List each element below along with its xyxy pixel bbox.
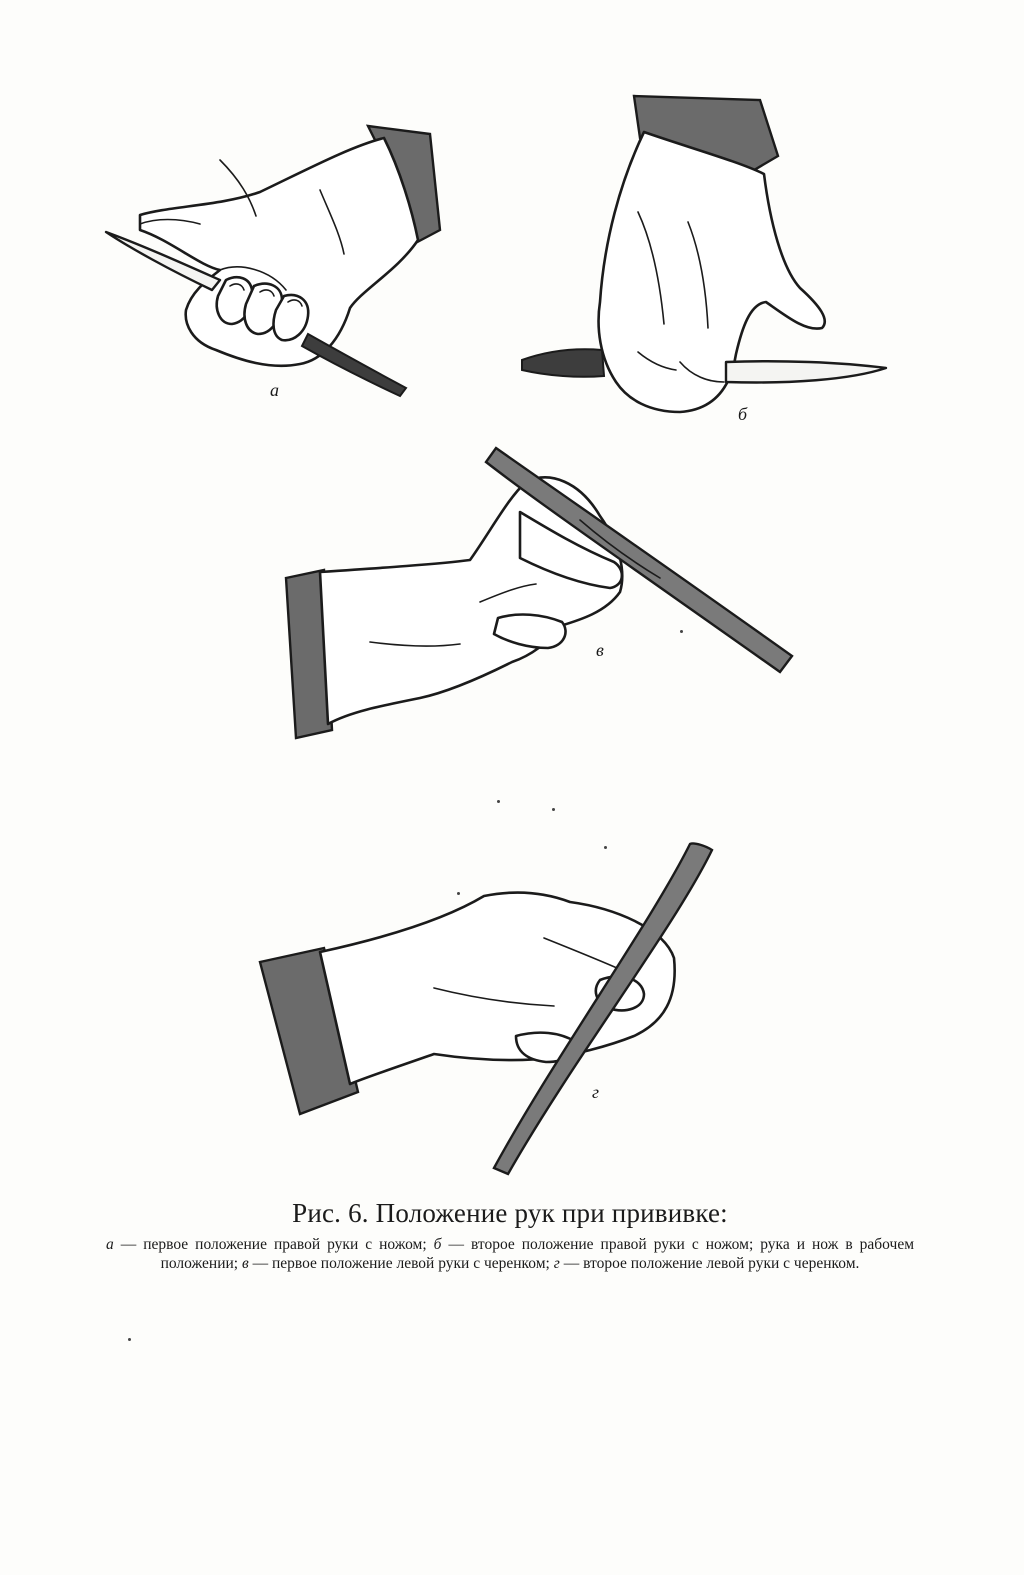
caption-item-v-letter: в (241, 1255, 249, 1272)
figure-b-knife-handle (522, 349, 604, 376)
caption-item-b-text: — второе положение правой руки с ножом; рука и нож в рабочем положении; (160, 1236, 915, 1272)
figure-a-drawing (100, 120, 440, 410)
figure-b-drawing (520, 92, 900, 422)
caption-item-b-letter: б (433, 1236, 442, 1253)
figure-v-hand-with-scion (280, 442, 810, 742)
figure-caption (100, 1198, 920, 1273)
figure-a-knife-handle (302, 334, 406, 396)
scan-speck (680, 630, 683, 633)
figure-b-label: б (738, 404, 748, 424)
scan-speck (552, 808, 555, 811)
figure-g-label: г (592, 1082, 600, 1102)
figure-b-knife-blade (726, 361, 886, 382)
figure-g-drawing (254, 838, 734, 1178)
caption-item-a-letter: а (106, 1236, 114, 1253)
scan-speck (128, 1338, 131, 1341)
caption-item-g-text: — второе положение левой руки с черенком. (559, 1255, 860, 1272)
figure-a-hand-with-knife (100, 120, 440, 410)
figure-g-hand-with-scion (254, 838, 734, 1178)
figure-b-hand-with-knife (520, 92, 900, 422)
figure-a-label: а (270, 380, 279, 400)
scan-speck (497, 800, 500, 803)
caption-text (100, 1235, 920, 1273)
caption-item-g-letter: г (553, 1255, 560, 1272)
caption-title: Рис. 6. Положение рук при прививке: (292, 1198, 728, 1228)
caption-item-v-text: — первое положение левой руки с черенком; (248, 1255, 554, 1272)
figure-v-drawing (280, 442, 810, 742)
caption-item-a-text: — первое положение правой руки с ножом; (113, 1236, 434, 1253)
figure-v-label: в (596, 640, 604, 660)
